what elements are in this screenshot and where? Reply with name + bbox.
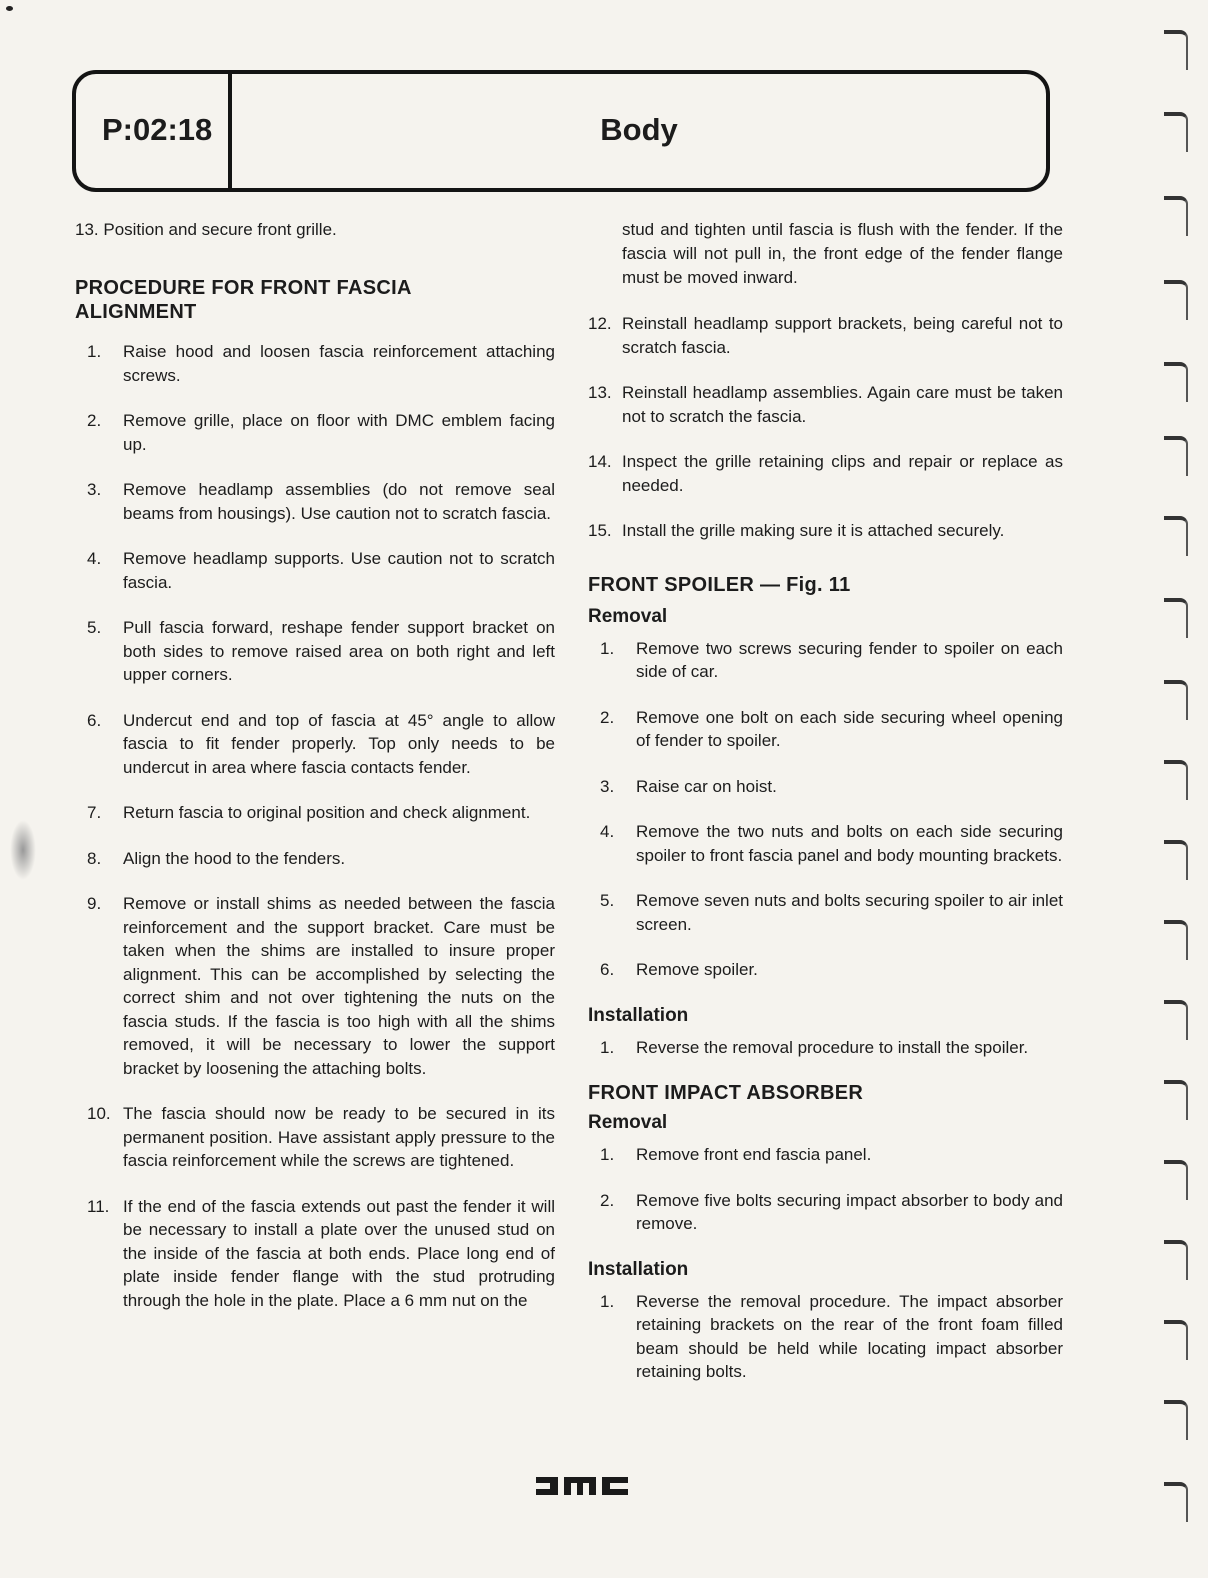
left-column xyxy=(75,218,555,1334)
step-number: 5. xyxy=(87,618,102,637)
section-title: Body xyxy=(600,112,678,147)
step-text: Reverse the removal procedure. The impact absorber retaining brackets on the rear of the front foam filled beam should be held while locating impact absorber retaining bolts. xyxy=(636,1291,1063,1381)
step-item xyxy=(87,547,555,594)
page-code: P:02:18 xyxy=(102,112,213,147)
binder-mark xyxy=(1164,1240,1188,1280)
scan-smudge xyxy=(10,820,36,880)
spoiler-removal-steps xyxy=(588,637,1063,982)
spoiler-installation-label: Installation xyxy=(588,1004,689,1026)
step-item xyxy=(87,409,555,456)
binder-mark xyxy=(1164,1080,1188,1120)
step-item xyxy=(87,340,555,387)
binder-mark xyxy=(1164,1320,1188,1360)
binder-mark xyxy=(1164,598,1188,638)
step-number: 9. xyxy=(87,894,102,913)
absorber-installation-steps xyxy=(588,1290,1063,1384)
binder-mark xyxy=(1164,30,1188,70)
step-text: Remove one bolt on each side securing wheel opening of fender to spoiler. xyxy=(636,707,1063,750)
dmc-logo xyxy=(536,1474,628,1498)
step-number: 1. xyxy=(87,342,102,361)
step-text: Return fascia to original position and check alignment. xyxy=(123,803,531,822)
step-text: Reverse the removal procedure to install the spoiler. xyxy=(636,1037,1029,1057)
step-number: 6. xyxy=(600,960,615,979)
step-number: 4. xyxy=(87,549,102,568)
step-item xyxy=(600,1036,1063,1060)
step-number: 3. xyxy=(600,776,615,796)
step-number: 1. xyxy=(600,638,615,658)
binder-mark xyxy=(1164,516,1188,556)
binder-mark xyxy=(1164,1482,1188,1522)
binder-mark xyxy=(1164,840,1188,880)
step-item xyxy=(87,709,555,780)
step-item xyxy=(600,1189,1063,1236)
binder-mark xyxy=(1164,362,1188,402)
step-number: 3. xyxy=(87,480,102,499)
fascia-alignment-steps-cont xyxy=(588,312,1063,543)
step-number: 11. xyxy=(87,1196,110,1216)
absorber-installation-label: Installation xyxy=(588,1258,689,1280)
step-number: 2. xyxy=(87,411,102,430)
step-item xyxy=(600,1143,1063,1167)
right-column xyxy=(588,218,1063,1406)
binder-mark xyxy=(1164,1160,1188,1200)
step-11-continuation: stud and tighten until fascia is flush with the fender. If the fascia will not pull in, the front edge of the fender flange must be moved inward. xyxy=(622,220,1063,287)
step-item xyxy=(600,1290,1063,1384)
fascia-alignment-steps xyxy=(75,340,555,1312)
step-item xyxy=(87,892,555,1080)
step-item xyxy=(600,820,1063,867)
step-number: 12. xyxy=(588,314,612,333)
absorber-removal-label: Removal xyxy=(588,1112,668,1133)
step-item xyxy=(600,958,1063,982)
step-text: Undercut end and top of fascia at 45° angle to allow fascia to fit fender properly. Top only needs to be undercut in area where fascia contacts fender. xyxy=(123,710,555,777)
binder-mark xyxy=(1164,680,1188,720)
step-item xyxy=(588,450,1063,497)
step-number: 1. xyxy=(600,1291,615,1311)
binder-holes xyxy=(1148,0,1208,1578)
binder-mark xyxy=(1164,436,1188,476)
step-item xyxy=(600,637,1063,684)
front-spoiler-heading: FRONT SPOILER — Fig. 11 xyxy=(588,573,851,596)
step-item xyxy=(588,312,1063,359)
step-text: Remove the two nuts and bolts on each side securing spoiler to front fascia panel and body mounting brackets. xyxy=(636,822,1063,865)
binder-mark xyxy=(1164,760,1188,800)
step-number: 7. xyxy=(87,803,102,822)
step-text: Remove five bolts securing impact absorber to body and remove. xyxy=(636,1190,1063,1233)
step-text: Remove grille, place on floor with DMC emblem facing up. xyxy=(123,411,555,454)
binder-mark xyxy=(1164,1400,1188,1440)
binder-mark xyxy=(1164,196,1188,236)
step-text: If the end of the fascia extends out past the fender it will be necessary to install a plate over the unused stud on the inside of the fascia at both ends. Place long end of plate inside fender flange with the stud protruding through the hole in the plate. Place a 6 mm nut on the xyxy=(123,1196,555,1310)
step-text: Pull fascia forward, reshape fender support bracket on both sides to remove raised area on both right and left upper corners. xyxy=(123,618,555,684)
step-text: Remove front end fascia panel. xyxy=(636,1145,872,1164)
binder-mark xyxy=(1164,920,1188,960)
step-number: 8. xyxy=(87,848,102,868)
step-item xyxy=(588,519,1063,543)
step-text: Remove two screws securing fender to spoiler on each side of car. xyxy=(636,638,1063,681)
step-number: 6. xyxy=(87,710,102,730)
binder-mark xyxy=(1164,1000,1188,1040)
step-text: Install the grille making sure it is attached securely. xyxy=(622,521,1005,540)
step-item xyxy=(588,381,1063,428)
spoiler-removal-label: Removal xyxy=(588,605,668,627)
step-text: Remove spoiler. xyxy=(636,960,758,979)
step-number: 5. xyxy=(600,891,615,910)
step-number: 2. xyxy=(600,1190,615,1210)
step-item xyxy=(87,478,555,525)
step-number: 14. xyxy=(588,452,612,471)
step-number: 4. xyxy=(600,822,615,841)
fascia-alignment-heading: PROCEDURE FOR FRONT FASCIA ALIGNMENT xyxy=(75,277,411,323)
step-item xyxy=(87,801,555,825)
step-item xyxy=(87,616,555,687)
scan-speck xyxy=(6,6,13,11)
step-item xyxy=(600,775,1063,799)
step-item xyxy=(600,889,1063,936)
step-number: 13. xyxy=(588,383,612,402)
step-number: 2. xyxy=(600,707,615,727)
step-text: Align the hood to the fenders. xyxy=(123,848,346,868)
binder-mark xyxy=(1164,112,1188,152)
step-text: Reinstall headlamp support brackets, being careful not to scratch fascia. xyxy=(622,314,1063,357)
step-text: Remove seven nuts and bolts securing spoiler to air inlet screen. xyxy=(636,891,1063,934)
step-text: The fascia should now be ready to be secured in its permanent position. Have assistant apply pressure to the fascia reinforcement while the screws are tightened. xyxy=(123,1104,555,1170)
step-item xyxy=(87,1102,555,1173)
intro-step: 13. Position and secure front grille. xyxy=(75,220,337,239)
step-item xyxy=(87,847,555,871)
page-header xyxy=(72,70,1050,192)
step-text: Remove headlamp supports. Use caution not to scratch fascia. xyxy=(123,549,555,592)
binder-mark xyxy=(1164,280,1188,320)
step-number: 15. xyxy=(588,521,612,540)
step-text: Remove or install shims as needed between the fascia reinforcement and the support bracket. Care must be taken when the shims are installed to insure proper alignment. This can be accomplished by selecting the correct shim and not over tightening the nuts on the fascia studs. If the fascia is too high with all the shims removed, it will be necessary to lower the support bracket by loosening the attaching bolts. xyxy=(123,894,555,1078)
step-text: Raise car on hoist. xyxy=(636,776,777,796)
impact-absorber-heading: FRONT IMPACT ABSORBER xyxy=(588,1082,864,1104)
step-text: Reinstall headlamp assemblies. Again care must be taken not to scratch the fascia. xyxy=(622,383,1063,426)
spoiler-installation-steps xyxy=(588,1036,1063,1060)
step-item xyxy=(600,706,1063,753)
step-number: 10. xyxy=(87,1104,111,1123)
absorber-removal-steps xyxy=(588,1143,1063,1236)
step-text: Remove headlamp assemblies (do not remove seal beams from housings). Use caution not to scratch fascia. xyxy=(123,480,555,523)
step-text: Inspect the grille retaining clips and repair or replace as needed. xyxy=(622,452,1063,495)
step-text: Raise hood and loosen fascia reinforcement attaching screws. xyxy=(123,342,555,385)
step-number: 1. xyxy=(600,1037,615,1057)
step-number: 1. xyxy=(600,1145,615,1164)
step-item xyxy=(87,1195,555,1313)
